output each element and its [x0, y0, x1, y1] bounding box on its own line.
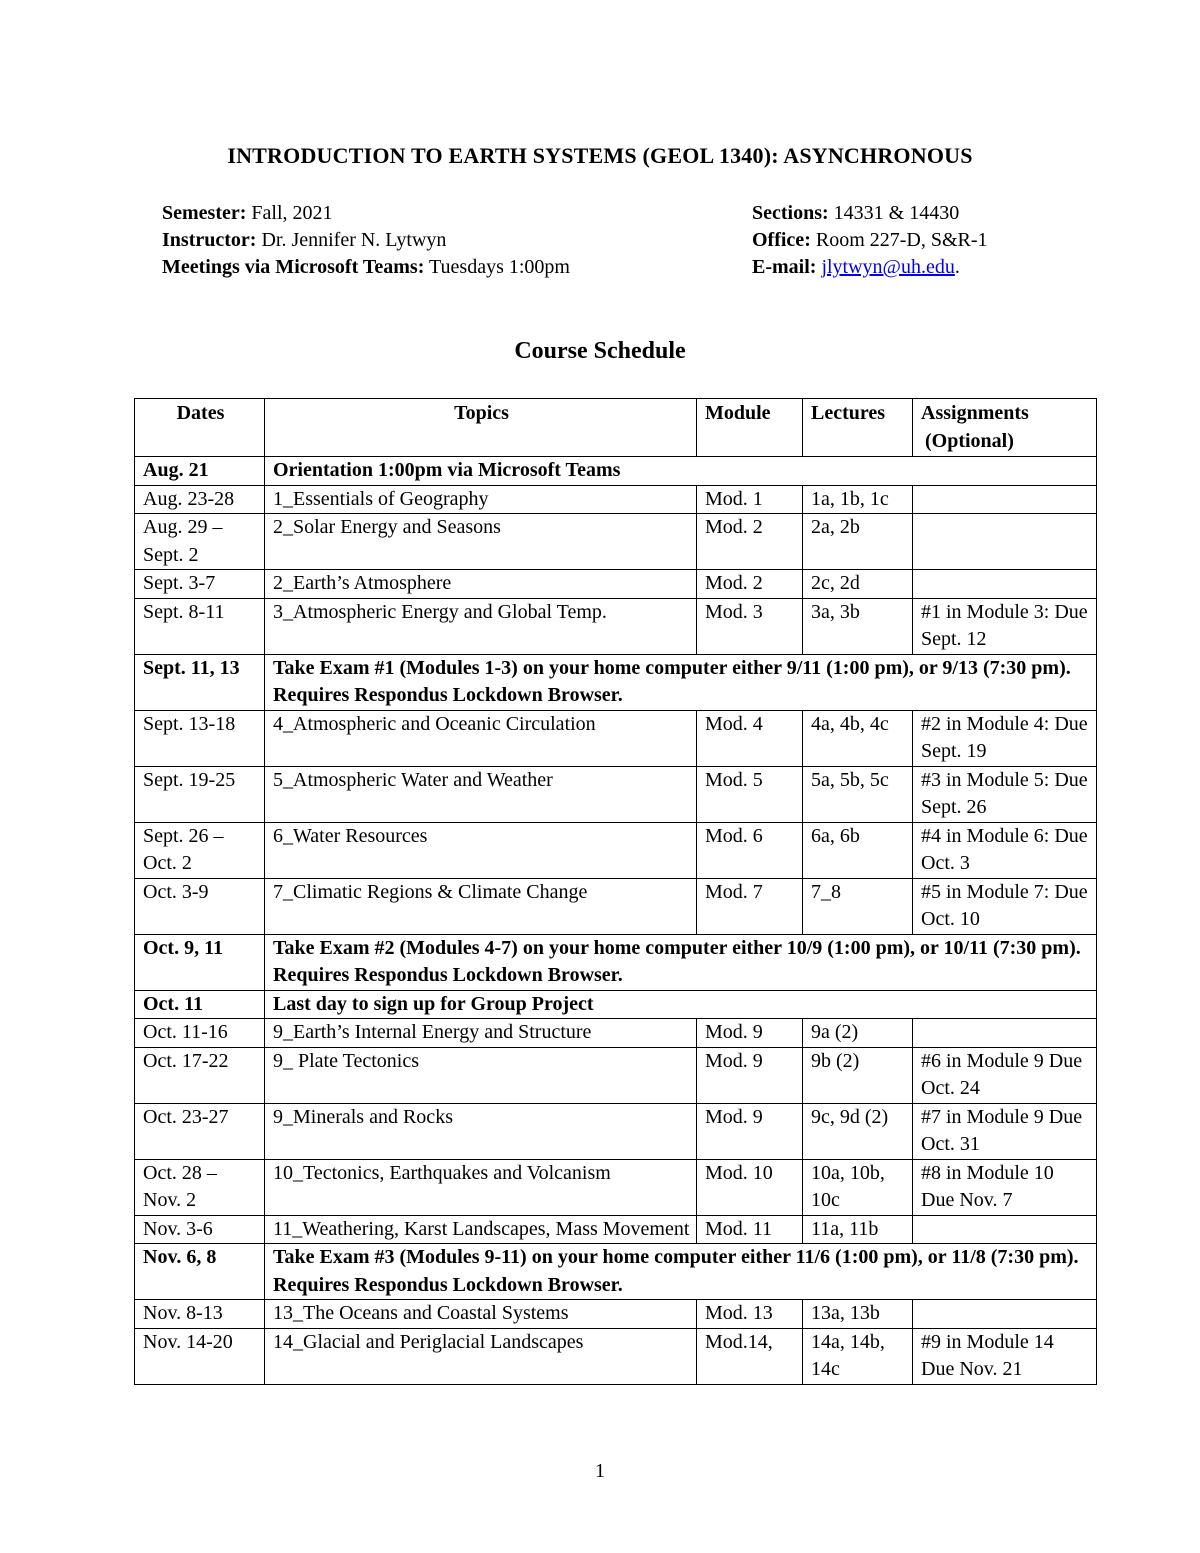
- row-date: Oct. 11-16: [135, 1019, 265, 1048]
- course-info-left: [162, 200, 570, 281]
- row-topic: 4_Atmospheric and Oceanic Circulation: [265, 710, 697, 766]
- table-row: [135, 654, 1097, 710]
- table-row: [135, 1215, 1097, 1244]
- row-date: Aug. 29 – Sept. 2: [135, 514, 265, 570]
- row-topic: 5_Atmospheric Water and Weather: [265, 766, 697, 822]
- row-topic: 9_Minerals and Rocks: [265, 1103, 697, 1159]
- row-assignment: #1 in Module 3: Due Sept. 12: [913, 598, 1097, 654]
- row-topic: 2_Solar Energy and Seasons: [265, 514, 697, 570]
- row-lectures: 6a, 6b: [803, 822, 913, 878]
- document-title: INTRODUCTION TO EARTH SYSTEMS (GEOL 1340): ASYNCHRONOUS: [227, 143, 973, 168]
- schedule-table: [134, 398, 1097, 1385]
- row-lectures: 4a, 4b, 4c: [803, 710, 913, 766]
- row-date: Oct. 28 – Nov. 2: [135, 1159, 265, 1215]
- row-module: Mod.14,: [697, 1328, 803, 1384]
- table-row: [135, 598, 1097, 654]
- header-module: Module: [697, 399, 803, 457]
- row-assignment: [913, 1215, 1097, 1244]
- row-lectures: 7_8: [803, 878, 913, 934]
- row-module: Mod. 2: [697, 570, 803, 599]
- row-topic: 9_ Plate Tectonics: [265, 1047, 697, 1103]
- row-assignment: [913, 1300, 1097, 1329]
- row-date: Sept. 11, 13: [135, 654, 265, 710]
- row-assignment: [913, 514, 1097, 570]
- row-assignment: #7 in Module 9 Due Oct. 31: [913, 1103, 1097, 1159]
- row-assignment: #8 in Module 10 Due Nov. 7: [913, 1159, 1097, 1215]
- email-label: E-mail:: [752, 256, 817, 278]
- row-lectures: 2a, 2b: [803, 514, 913, 570]
- table-row: [135, 1300, 1097, 1329]
- row-date: Sept. 26 – Oct. 2: [135, 822, 265, 878]
- row-lectures: 10a, 10b, 10c: [803, 1159, 913, 1215]
- email-line: [752, 254, 988, 281]
- row-date: Oct. 17-22: [135, 1047, 265, 1103]
- row-date: Nov. 6, 8: [135, 1244, 265, 1300]
- row-date: Oct. 23-27: [135, 1103, 265, 1159]
- email-link[interactable]: jlytwyn@uh.edu: [821, 256, 955, 278]
- row-topic: 14_Glacial and Periglacial Landscapes: [265, 1328, 697, 1384]
- table-row: [135, 1328, 1097, 1384]
- table-row: [135, 514, 1097, 570]
- table-row: [135, 1047, 1097, 1103]
- row-topic: 10_Tectonics, Earthquakes and Volcanism: [265, 1159, 697, 1215]
- schedule-body: [135, 457, 1097, 1385]
- course-info-right: [752, 200, 988, 281]
- row-date: Oct. 3-9: [135, 878, 265, 934]
- row-topic: Take Exam #2 (Modules 4-7) on your home computer either 10/9 (1:00 pm), or 10/11 (7:30 pm). Requires Respondus Lockdown Browser.: [265, 934, 1097, 990]
- row-lectures: 13a, 13b: [803, 1300, 913, 1329]
- office-line: [752, 227, 988, 254]
- row-topic: 13_The Oceans and Coastal Systems: [265, 1300, 697, 1329]
- sections-label: Sections:: [752, 202, 829, 224]
- email-suffix: .: [954, 256, 960, 278]
- row-topic: 2_Earth’s Atmosphere: [265, 570, 697, 599]
- row-topic: 11_Weathering, Karst Landscapes, Mass Movement: [265, 1215, 697, 1244]
- row-module: Mod. 11: [697, 1215, 803, 1244]
- row-topic: 7_Climatic Regions & Climate Change: [265, 878, 697, 934]
- row-assignment: #3 in Module 5: Due Sept. 26: [913, 766, 1097, 822]
- row-date: Oct. 11: [135, 990, 265, 1019]
- table-row: [135, 485, 1097, 514]
- semester-label: Semester:: [162, 202, 247, 224]
- row-module: Mod. 9: [697, 1103, 803, 1159]
- table-row: [135, 1103, 1097, 1159]
- header-assignments: [913, 399, 1097, 457]
- row-lectures: 3a, 3b: [803, 598, 913, 654]
- meetings-line: [162, 254, 570, 281]
- row-assignment: #2 in Module 4: Due Sept. 19: [913, 710, 1097, 766]
- row-date: Aug. 21: [135, 457, 265, 486]
- row-module: Mod. 6: [697, 822, 803, 878]
- row-assignment: #5 in Module 7: Due Oct. 10: [913, 878, 1097, 934]
- row-topic: Last day to sign up for Group Project: [265, 990, 1097, 1019]
- row-module: Mod. 5: [697, 766, 803, 822]
- semester-line: [162, 200, 570, 227]
- row-lectures: 5a, 5b, 5c: [803, 766, 913, 822]
- row-date: Sept. 8-11: [135, 598, 265, 654]
- row-lectures: 2c, 2d: [803, 570, 913, 599]
- table-row: [135, 570, 1097, 599]
- table-row: [135, 1159, 1097, 1215]
- row-assignment: #6 in Module 9 Due Oct. 24: [913, 1047, 1097, 1103]
- semester-value: Fall, 2021: [251, 202, 333, 224]
- row-date: Sept. 19-25: [135, 766, 265, 822]
- office-label: Office:: [752, 229, 811, 251]
- meetings-value: Tuesdays 1:00pm: [429, 256, 570, 278]
- row-module: Mod. 1: [697, 485, 803, 514]
- header-lectures: Lectures: [803, 399, 913, 457]
- row-date: Aug. 23-28: [135, 485, 265, 514]
- row-assignment: #9 in Module 14 Due Nov. 21: [913, 1328, 1097, 1384]
- sections-line: [752, 200, 988, 227]
- table-row: [135, 1019, 1097, 1048]
- row-module: Mod. 9: [697, 1047, 803, 1103]
- table-row: [135, 934, 1097, 990]
- row-date: Nov. 14-20: [135, 1328, 265, 1384]
- row-module: Mod. 4: [697, 710, 803, 766]
- table-row: [135, 822, 1097, 878]
- header-topics: Topics: [265, 399, 697, 457]
- table-row: [135, 990, 1097, 1019]
- row-lectures: 1a, 1b, 1c: [803, 485, 913, 514]
- page-number: 1: [595, 1460, 605, 1482]
- instructor-value: Dr. Jennifer N. Lytwyn: [261, 229, 447, 251]
- row-date: Nov. 3-6: [135, 1215, 265, 1244]
- row-lectures: 9b (2): [803, 1047, 913, 1103]
- row-lectures: 9a (2): [803, 1019, 913, 1048]
- row-topic: Take Exam #3 (Modules 9-11) on your home computer either 11/6 (1:00 pm), or 11/8 (7:30 pm). Requires Respondus Lockdown Browser.: [265, 1244, 1097, 1300]
- row-topic: 1_Essentials of Geography: [265, 485, 697, 514]
- row-module: Mod. 9: [697, 1019, 803, 1048]
- schedule-title: Course Schedule: [514, 338, 686, 364]
- instructor-label: Instructor:: [162, 229, 257, 251]
- instructor-line: [162, 227, 570, 254]
- table-row: [135, 1244, 1097, 1300]
- row-topic: Take Exam #1 (Modules 1-3) on your home computer either 9/11 (1:00 pm), or 9/13 (7:30 pm). Requires Respondus Lockdown Browser.: [265, 654, 1097, 710]
- table-row: [135, 766, 1097, 822]
- row-topic: 9_Earth’s Internal Energy and Structure: [265, 1019, 697, 1048]
- row-date: Oct. 9, 11: [135, 934, 265, 990]
- header-assignments-line2: (Optional): [925, 429, 1014, 452]
- row-lectures: 14a, 14b, 14c: [803, 1328, 913, 1384]
- table-row: [135, 878, 1097, 934]
- row-date: Sept. 13-18: [135, 710, 265, 766]
- schedule-header-row: [135, 399, 1097, 457]
- row-lectures: 9c, 9d (2): [803, 1103, 913, 1159]
- row-assignment: #4 in Module 6: Due Oct. 3: [913, 822, 1097, 878]
- table-row: [135, 457, 1097, 486]
- row-topic: 6_Water Resources: [265, 822, 697, 878]
- row-module: Mod. 13: [697, 1300, 803, 1329]
- row-module: Mod. 2: [697, 514, 803, 570]
- row-assignment: [913, 570, 1097, 599]
- row-module: Mod. 7: [697, 878, 803, 934]
- row-topic: 3_Atmospheric Energy and Global Temp.: [265, 598, 697, 654]
- row-assignment: [913, 1019, 1097, 1048]
- table-row: [135, 710, 1097, 766]
- office-value: Room 227-D, S&R-1: [815, 229, 988, 251]
- row-lectures: 11a, 11b: [803, 1215, 913, 1244]
- row-topic: Orientation 1:00pm via Microsoft Teams: [265, 457, 1097, 486]
- row-assignment: [913, 485, 1097, 514]
- header-assignments-line1: Assignments: [921, 402, 1029, 424]
- row-date: Sept. 3-7: [135, 570, 265, 599]
- sections-value: 14331 & 14430: [833, 202, 960, 224]
- header-dates: Dates: [135, 399, 265, 457]
- meetings-label: Meetings via Microsoft Teams:: [162, 256, 425, 278]
- row-module: Mod. 10: [697, 1159, 803, 1215]
- row-module: Mod. 3: [697, 598, 803, 654]
- row-date: Nov. 8-13: [135, 1300, 265, 1329]
